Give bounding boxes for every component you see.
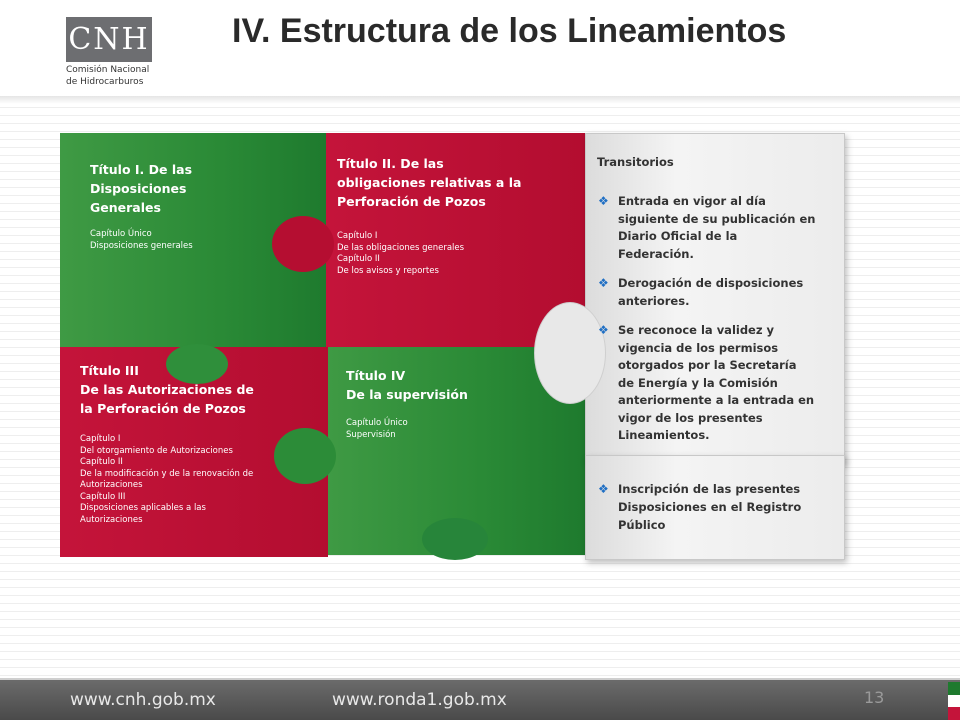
list-item [598, 480, 816, 534]
titulo-3-heading-line1: Título III [80, 363, 139, 378]
titulo-3-heading-line2: De las Autorizaciones de la Perforación de Pozos [80, 382, 254, 416]
titulo-4-chapters [346, 418, 526, 441]
titulo-4-text [346, 366, 526, 441]
chapter-name: De los avisos y reportes [337, 265, 439, 276]
titulo-4-heading-line1: Título IV [346, 368, 406, 383]
logo-sub-line2: de Hidrocarburos [66, 77, 144, 87]
transitorios-title: Transitorios [597, 155, 674, 169]
diamond-bullet-icon: ❖ [598, 276, 609, 290]
puzzle-knob-green-3 [422, 518, 488, 560]
logo-subtitle [66, 64, 196, 88]
logo-sub-line1: Comisión Nacional [66, 65, 150, 75]
page-number: 13 [864, 688, 885, 707]
header-divider [0, 96, 960, 104]
chapter-name: Del otorgamiento de Autorizaciones [80, 445, 233, 456]
chapter-label: Capítulo I [337, 231, 378, 241]
puzzle-knob-red-1 [272, 216, 334, 272]
chapter-label: Capítulo Único [346, 418, 408, 428]
titulo-2-chapters [337, 231, 532, 277]
list-item-text: Derogación de disposiciones anteriores. [618, 276, 804, 308]
chapter-name: Disposiciones generales [90, 240, 193, 251]
transitorios-list [598, 193, 816, 457]
puzzle-knob-gray [534, 302, 606, 404]
chapter-name: De las obligaciones generales [337, 242, 465, 253]
titulo-2-heading: Título II. De las obligaciones relativas a la Perforación de Pozos [337, 156, 522, 209]
chapter-name: Supervisión [346, 429, 396, 440]
list-item [598, 275, 816, 310]
titulo-1-text [90, 160, 230, 252]
chapter-label: Capítulo I [80, 434, 121, 444]
diamond-bullet-icon: ❖ [598, 323, 609, 337]
list-item-text: Inscripción de las presentes Disposiciones en el Registro Público [618, 482, 802, 532]
titulo-4-heading-line2: De la supervisión [346, 387, 468, 402]
titulo-1-chapters [90, 229, 230, 252]
transitorios-list-lower [598, 480, 816, 546]
list-item-text: Se reconoce la validez y vigencia de los permisos otorgados por la Secretaría de Energía y la Comisión anteriormente a la entrada en vigor de los presentes Lineamientos. [618, 323, 815, 442]
chapter-label: Capítulo II [337, 254, 380, 264]
puzzle-knob-green-2 [274, 428, 336, 484]
cnh-logo [66, 17, 152, 62]
page-title: IV. Estructura de los Lineamientos [232, 12, 787, 50]
list-item [598, 193, 816, 263]
chapter-label: Capítulo II [80, 457, 123, 467]
diamond-bullet-icon: ❖ [598, 194, 609, 208]
diamond-bullet-icon: ❖ [598, 482, 609, 496]
titulo-3-chapters [80, 434, 270, 526]
chapter-name: Disposiciones aplicables a las Autorizaciones [80, 503, 206, 525]
chapter-label: Capítulo III [80, 491, 126, 502]
footer-link-cnh[interactable]: www.cnh.gob.mx [70, 690, 216, 710]
logo-text: CNH [68, 22, 150, 57]
list-item-text: Entrada en vigor al día siguiente de su publicación en Diario Oficial de la Federación. [618, 194, 816, 261]
chapter-label: Capítulo Único [90, 229, 152, 239]
list-item [598, 322, 816, 445]
titulo-2-text [337, 154, 532, 277]
mexico-flag-icon [948, 682, 960, 720]
chapter-name: De la modificación y de la renovación de Autorizaciones [80, 468, 254, 490]
titulo-1-heading: Título I. De las Disposiciones Generales [90, 162, 193, 215]
footer-link-ronda1[interactable]: www.ronda1.gob.mx [332, 690, 507, 710]
titulo-3-text [80, 361, 270, 526]
